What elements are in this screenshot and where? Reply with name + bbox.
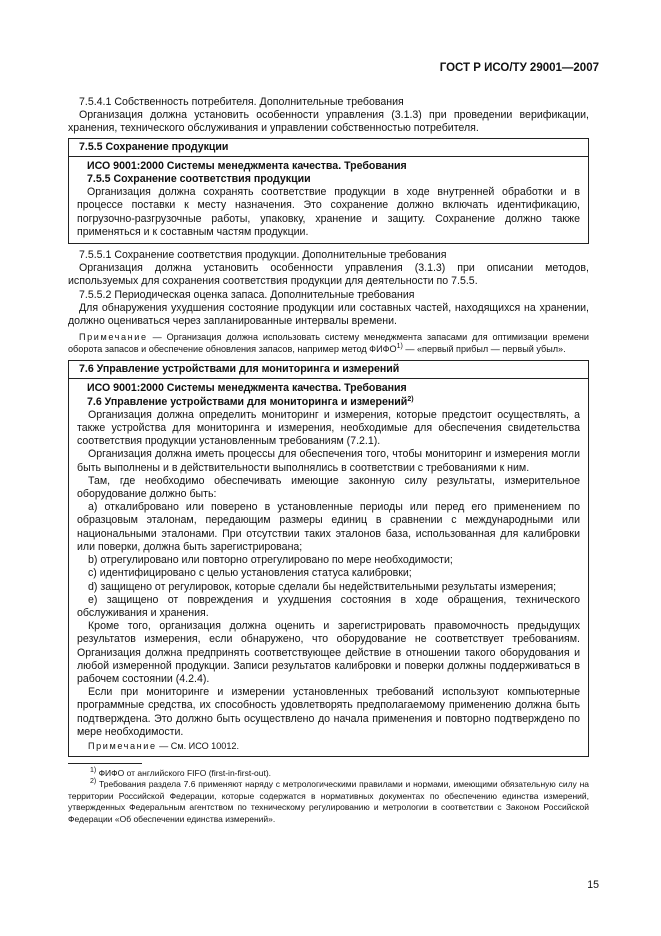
page-body (68, 96, 589, 757)
box-755 (68, 138, 589, 244)
iso-quote-76 (69, 378, 588, 755)
note-label: Примечание (88, 740, 157, 751)
iso-quote-subtitle-text: 7.6 Управление устройствами для мониторинга и измерений (87, 395, 408, 408)
list-item: b) отрегулировано или повторно отрегулировано по мере необходимости; (88, 554, 453, 567)
iso-76-paragraph-2: Организация должна иметь процессы для обеспечения того, чтобы мониторинг и измерения могли быть выполнены и в действительности выполнялись в соответствии с требованиями к ним. (77, 448, 580, 474)
list-item: a) откалибровано или поверено в установленные периоды или перед его применением по образцовым эталонам, передающим размеры единиц в сравнении с международными или национальными эталонами. При отсутствии таких эталонов база, использованная для калибровки или поверки, должна быть зарегистрирована; (77, 501, 580, 553)
footnote-mark: 2) (90, 778, 97, 786)
footnote-text: ФИФО от английского FIFO (first-in-first-out). (96, 768, 272, 778)
footnote-separator (68, 763, 142, 764)
clause-7541-title: 7.5.4.1 Собственность потребителя. Дополнительные требования (79, 96, 404, 108)
footnote-1 (68, 768, 589, 779)
footnote-mark: 1) (90, 767, 97, 774)
iso-quote-755 (69, 156, 588, 243)
iso-76-paragraph-5: Если при мониторинге и измерении установленных требований используют компьютерные программные средства, их способность удовлетворять предполагаемому применению должна быть подтверждена. Это должно быть осуществлено до начала применения и повторно подтверждено по мере необходимости. (77, 686, 580, 738)
iso-76-paragraph-1: Организация должна определить мониторинг и измерения, которые предстоит осуществлять, а также устройства для мониторинга и измерения, необходимые для обеспечения свидетельства соответствия продукции установленным требованиям (7.2.1). (77, 408, 580, 448)
list-item: e) защищено от повреждения и ухудшения состояния в ходе обращения, технического обслуживания и хранения. (77, 593, 580, 619)
note-text: — См. ИСО 10012. (156, 740, 239, 751)
footnote-ref-1: 1) (396, 343, 403, 351)
list-item: d) защищено от регулировок, которые сделали бы недействительными результаты измерения; (88, 580, 557, 593)
iso-76-paragraph-3: Там, где необходимо обеспечивать имеющие законную силу результаты, измерительное оборудование должно быть: (77, 474, 580, 501)
iso-quote-text: Организация должна сохранять соответствие продукции в ходе внутренней обработки и в процессе поставки к месту назначения. Это сохранение должно включать идентификацию, погрузочно-разгрузочные работы, упаковку, хранение и защиту. Сохранение должно также применяться и к составным частям продукции. (77, 186, 580, 238)
footnote-text: Требования раздела 7.6 применяют наряду с метрологическими правилами и нормами, имеющими обязательную силу на территории Российской Федерации, которые содержатся в нормативных документах по обеспечению единства измерений, утвержденных Федеральным агентством по техническому регулированию и метрологии в соответствии с Законом Российской Федерации «Об обеспечении единства измерений». (68, 779, 589, 824)
footnote-ref-2: 2) (407, 395, 414, 403)
note-76 (77, 740, 580, 752)
iso-quote-subtitle (77, 396, 580, 409)
iso-quote-title: ИСО 9001:2000 Системы менеджмента качества. Требования (87, 159, 407, 172)
clause-7551-text: Организация должна установить особенности управления (3.1.3) при описании методов, используемых для сохранения соответствия продукции для деятельности по 7.5.5. (68, 262, 589, 288)
note-7552 (68, 331, 589, 355)
clause-76-heading: 7.6 Управление устройствами для мониторинга и измерений (79, 363, 400, 376)
document-header: ГОСТ Р ИСО/ТУ 29001—2007 (439, 62, 599, 74)
note-label: Примечание (79, 332, 148, 343)
box-76 (68, 360, 589, 757)
list-item: c) идентифицировано с целью установления статуса калибровки; (88, 567, 412, 580)
clause-7551-title: 7.5.5.1 Сохранение соответствия продукции. Дополнительные требования (79, 249, 447, 262)
note-text-part2: — «первый прибыл — первый убыл». (402, 344, 566, 355)
clause-7552-title: 7.5.5.2 Периодическая оценка запаса. Дополнительные требования (79, 288, 415, 301)
requirements-list (77, 501, 580, 620)
iso-quote-subtitle: 7.5.5 Сохранение соответствия продукции (87, 173, 311, 186)
page-number: 15 (587, 879, 599, 891)
iso-76-paragraph-4: Кроме того, организация должна оценить и зарегистрировать правомочность предыдущих результатов измерения, если обнаружено, что оборудование не соответствует требованиям. Организация должна предпринять соответствующее действие в отношении такого оборудования и любой измеренной продукции. Записи результатов калибровки и поверки должны поддерживаться в рабочем состоянии (4.2.4). (77, 620, 580, 685)
clause-7541-text: Организация должна установить особенности управления (3.1.3) при проведении верификации, хранения, технического обслуживания и управлении собственностью потребителя. (68, 109, 589, 135)
iso-quote-title: ИСО 9001:2000 Системы менеджмента качества. Требования (87, 382, 407, 395)
clause-7552-text: Для обнаружения ухудшения состояние продукции или составных частей, находящихся на хранении, должно оцениваться через запланированные интервалы времени. (68, 301, 589, 328)
footnotes (68, 768, 589, 825)
note-text-part1: — Организация должна использовать систему менеджмента запасами для оптимизации времени оборота запасов и обеспечение обновления запасов, например метод ФИФО (68, 332, 589, 355)
clause-755-heading: 7.5.5 Сохранение продукции (79, 140, 229, 153)
footnote-2 (68, 779, 589, 825)
